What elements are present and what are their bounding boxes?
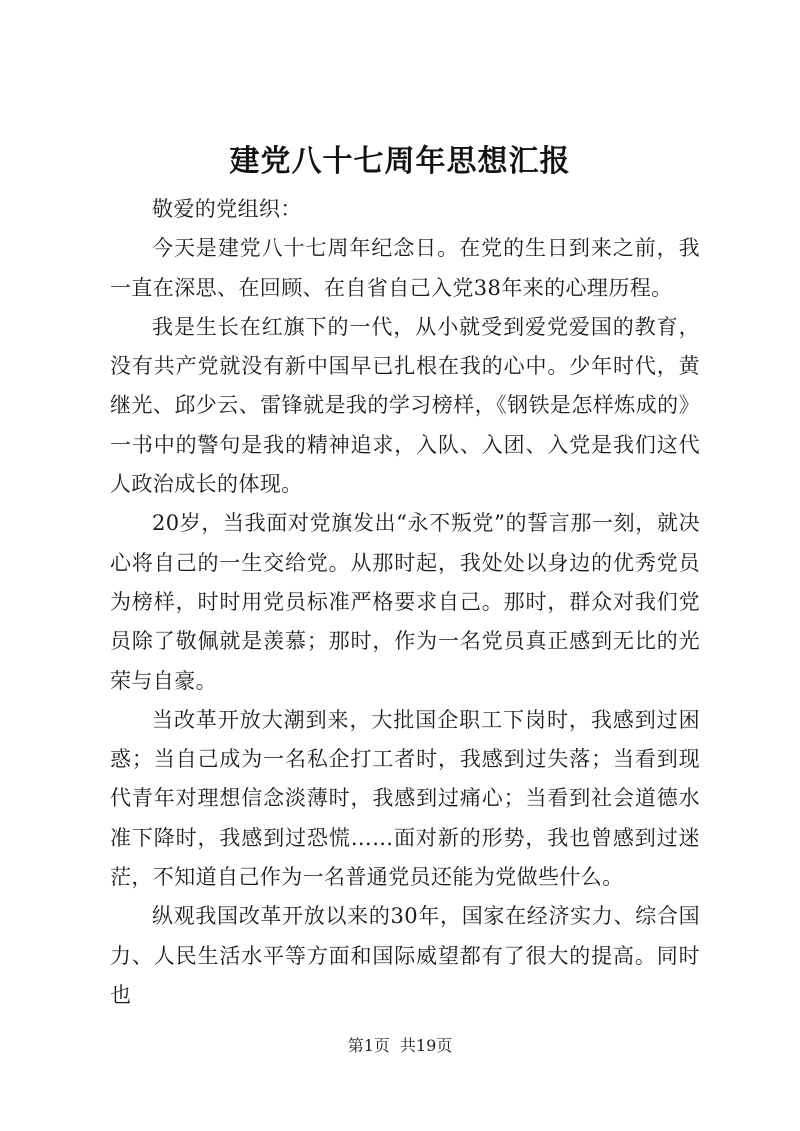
- salutation: 敬爱的党组织：: [152, 197, 302, 221]
- page-total: 共19页: [399, 1036, 453, 1055]
- document-title: 建党八十七周年思想汇报: [229, 144, 571, 179]
- document-body: [110, 190, 700, 1015]
- page-number: 第1页: [347, 1036, 390, 1055]
- paragraph: 当改革开放大潮到来，大批国企职工下岗时，我感到过困惑；当自己成为一名私企打工者时，我感到过失落；当看到现代青年对理想信念淡薄时，我感到过痛心；当看到社会道德水准下降时，我感到过恐慌……面对新的形势，我也曾感到过迷茫，不知道自己作为一名普通党员还能为党做些什么。: [110, 707, 700, 890]
- paragraph: 20岁，当我面对党旗发出“永不叛党”的誓言那一刻，就决心将自己的一生交给党。从那时起，我处处以身边的优秀党员为榜样，时时用党员标准严格要求自己。那时，群众对我们党员除了敬佩就是羡慕；那时，作为一名党员真正感到无比的光荣与自豪。: [110, 511, 700, 693]
- paragraph: 今天是建党八十七周年纪念日。在党的生日到来之前，我一直在深思、在回顾、在自省自己入党38年来的心理历程。: [110, 236, 700, 300]
- paragraph: 纵观我国改革开放以来的30年，国家在经济实力、综合国力、人民生活水平等方面和国际威望都有了很大的提高。同时也: [110, 904, 700, 1007]
- paragraph: 我是生长在红旗下的一代，从小就受到爱党爱国的教育，没有共产党就没有新中国早已扎根在我的心中。少年时代，黄继光、邱少云、雷锋就是我的学习榜样，《钢铁是怎样炼成的》一书中的警句是我的精神追求，入队、入团、入党是我们这代人政治成长的体现。: [110, 314, 700, 497]
- page-footer: [0, 1036, 800, 1056]
